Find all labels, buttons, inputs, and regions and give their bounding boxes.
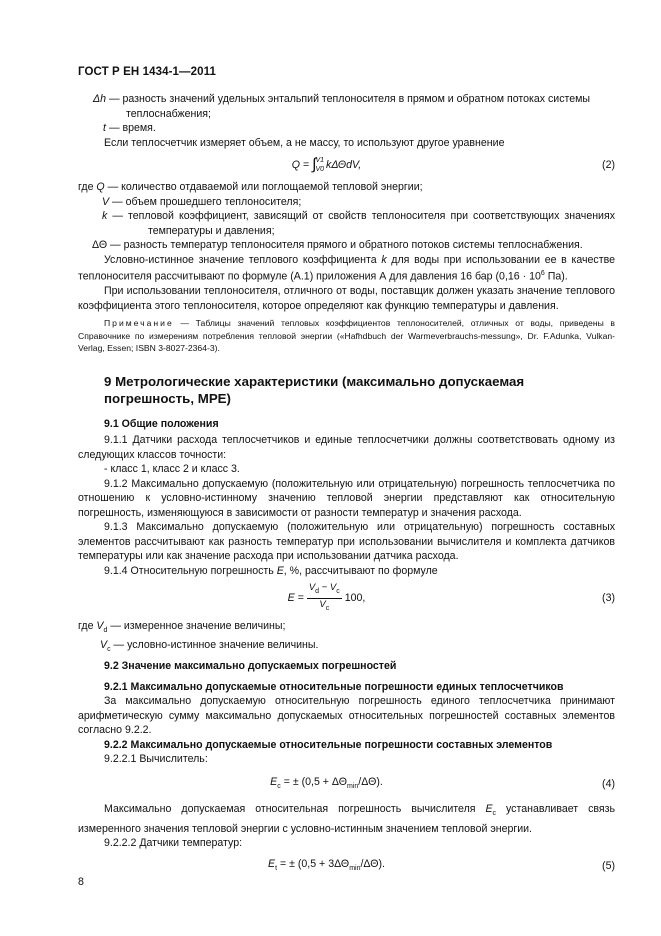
paragraph-classes: - класс 1, класс 2 и класс 3. <box>104 463 240 476</box>
equation-5-number: (5) <box>602 860 615 873</box>
equation-2-body: Q = ∫ V1 V0 kΔΘdV, <box>291 155 362 173</box>
equation-3-body: E = $\frac{V_d - V_c}{V_c}$ 100, <box>78 582 575 615</box>
definition-vc: $V_c$ — условно-истинное значение величины. <box>100 639 319 654</box>
equation-4-body: $E_c$ = ± $(0,5 + \Delta\Theta_{min}/\Delta\Theta)$. <box>270 775 383 790</box>
fraction <box>307 582 342 615</box>
section-9-2-2-title: 9.2.2 Максимально допускаемые относительные погрешности составных элементов <box>104 738 553 751</box>
paragraph-9-2-2-1: 9.2.2.1 Вычислитель: <box>104 753 208 766</box>
paragraph-9-1-2: 9.1.2 Максимально допускаемую (положительную или отрицательную) погрешность теплосчетчика по отношению к условно-истинному значению тепловой энергии представляют как относительную погрешность, изменяющуюся в зависимости от разности температур и значения расхода. <box>78 477 615 519</box>
equation-3-number: (3) <box>602 592 615 605</box>
equation-4-number: (4) <box>602 778 615 791</box>
section-9-2-1-title: 9.2.1 Максимально допускаемые относительные погрешности единых теплосчетчиков <box>104 680 564 693</box>
definition-delta-h: Δh — разность значений удельных энтальпий теплоносителя в прямом и обратном потоках системы теплоснабжения; <box>78 92 615 121</box>
term: Δh <box>93 93 106 105</box>
fraction-denominator: $V_c$ <box>319 598 330 612</box>
page-number: 8 <box>78 876 84 888</box>
definition-v: V — объем прошедшего теплоносителя; <box>102 195 302 208</box>
paragraph-9-1-4: 9.1.4 Относительную погрешность E, %, рассчитывают по формуле <box>104 564 438 577</box>
integral-limits: V1 V0 <box>315 157 325 173</box>
equation-2 <box>78 156 615 174</box>
paragraph-other-equation: Если теплосчетчик измеряет объем, а не массу, то используют другое уравнение <box>104 136 505 149</box>
definition-k: k — тепловой коэффициент, зависящий от свойств теплоносителя при соответствующих значениях температуры и давления; <box>102 210 616 237</box>
section-9-1-title: 9.1 Общие положения <box>104 417 219 430</box>
paragraph-9-1-1: 9.1.1 Датчики расхода теплосчетчиков и единые теплосчетчики должны соответствовать одному из следующих классов точности: <box>78 434 615 461</box>
paragraph-calculator-error: Максимально допускаемая относительная погрешность вычислителя $E_c$ устанавливает связь измеренного значения тепловой энергии с условно-истинным значением тепловой энергии. <box>78 803 615 835</box>
paragraph-9-2-2-2: 9.2.2.2 Датчики температур: <box>104 837 243 850</box>
definition-delta-theta: ΔΘ — разность температур теплоносителя прямого и обратного потоков системы теплоснабжения. <box>92 239 583 251</box>
page-content <box>78 92 615 876</box>
section-9-2-title: 9.2 Значение максимально допускаемых погрешностей <box>104 660 397 673</box>
equation-4 <box>78 775 615 795</box>
term: t <box>103 122 106 134</box>
section-9-title: 9 Метрологические характеристики (максимально допускаемая погрешность, МРЕ) <box>104 373 525 406</box>
definition-time: t — время. <box>78 121 615 136</box>
equation-3 <box>78 582 615 615</box>
fraction-numerator: $V_d - V_c$ <box>307 582 342 599</box>
equation-5 <box>78 857 615 877</box>
paragraph-k-value: Условно-истинное значение теплового коэффициента k для воды при использовании ее в качестве теплоносителя рассчитывают по формуле (А.1) приложения А для давления 16 бар ($0,16 \cdot 10^6$ Па). <box>78 253 615 283</box>
paragraph-supplier: При использовании теплоносителя, отличного от воды, поставщик должен указать значение теплового коэффициента этого теплоносителя, которое определяют как функцию температуры и давления. <box>78 285 615 312</box>
definition-q: где Q — количество отдаваемой или поглощаемой тепловой энергии; <box>78 181 423 193</box>
paragraph-9-1-3: 9.1.3 Максимально допускаемую (положительную или отрицательную) погрешность составных элементов рассчитывают как разность температур при использовании вычислителя и комплекта датчиков температуры или как значение расхода при использовании датчика расхода. <box>78 521 615 563</box>
note-label: Примечание <box>104 318 174 329</box>
definition-vd: где $V_d$ — измеренное значение величины; <box>78 619 286 634</box>
paragraph-9-2-1: За максимально допускаемую относительную погрешность единого теплосчетчика принимают арифметическую сумму максимально допускаемых относительных погрешностей составных элементов согласно 9.2.2. <box>78 695 615 737</box>
equation-2-number: (2) <box>602 158 615 171</box>
standard-header: ГОСТ Р ЕН 1434-1—2011 <box>78 66 216 78</box>
equation-5-body: $E_t$ = ± $(0,5 + 3\Delta\Theta_{min}/\Delta\Theta)$. <box>268 857 385 872</box>
note: Примечание — Таблицы значений тепловых коэффициентов теплоносителей, отличных от воды, приведены в Справочнике по измерениям потребления тепловой энергии («Hafhdbuch der Warmeverbrauchs-messung», Dr. F.Adunka, Vulkan-Verlag, Essen; ISBN 3-8027-2364-3). <box>78 318 615 354</box>
integral-sign: ∫ <box>312 155 317 173</box>
